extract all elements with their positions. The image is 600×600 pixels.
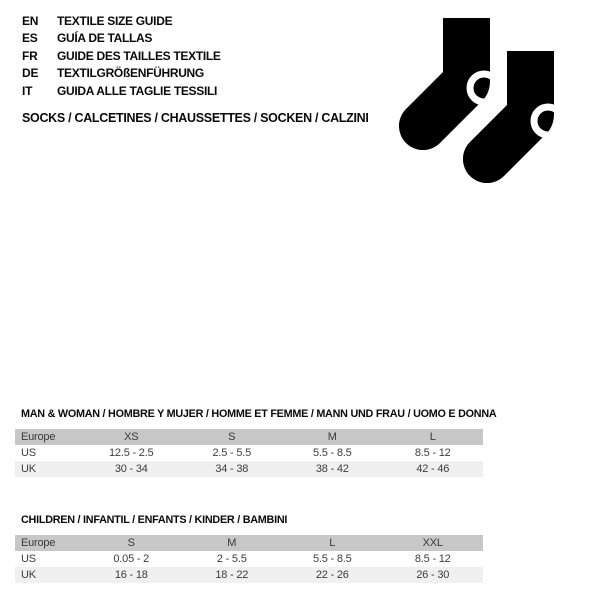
column-header: Europe (15, 535, 81, 551)
language-code: EN (22, 13, 39, 28)
language-row-en (22, 12, 221, 30)
column-header: M (182, 535, 283, 551)
language-code: ES (22, 31, 38, 46)
size-cell: 5.5 - 8.5 (312, 553, 352, 565)
table-row (15, 445, 483, 461)
column-header: S (81, 535, 182, 551)
children-size-section (15, 514, 483, 583)
category-line: SOCKS / CALCETINES / CHAUSSETTES / SOCKEN / CALZINI (22, 111, 369, 125)
adults-size-table (15, 429, 483, 477)
table-row (15, 551, 483, 567)
size-cell: 2 - 5.5 (216, 553, 247, 565)
size-cell: 5.5 - 8.5 (312, 447, 352, 459)
table-row (15, 567, 483, 583)
language-code: IT (22, 83, 33, 98)
size-cell: 34 - 38 (182, 461, 283, 477)
adults-size-section (15, 408, 497, 477)
table-header-row (15, 429, 483, 445)
column-header: L (282, 535, 383, 551)
language-row-it (22, 82, 221, 100)
size-cell: 38 - 42 (282, 461, 383, 477)
table-header-row (15, 535, 483, 551)
column-header: M (282, 429, 383, 445)
language-label: GUÍA DE TALLAS (57, 31, 153, 46)
table-title: MAN & WOMAN / HOMBRE Y MUJER / HOMME ET FEMME / MANN UND FRAU / UOMO E DONNA (21, 408, 497, 420)
region-label: US (21, 447, 36, 459)
region-label: UK (15, 461, 81, 477)
language-label: TEXTILGRÖßENFÜHRUNG (57, 66, 204, 81)
socks-icon (388, 8, 563, 193)
language-row-es (22, 30, 221, 48)
children-size-table (15, 535, 483, 583)
size-cell: 26 - 30 (383, 567, 484, 583)
language-code: FR (22, 48, 38, 63)
language-label: TEXTILE SIZE GUIDE (57, 13, 173, 28)
column-header: L (383, 429, 484, 445)
language-code: DE (22, 66, 39, 81)
size-cell: 42 - 46 (383, 461, 484, 477)
size-cell: 8.5 - 12 (414, 553, 451, 565)
column-header: XS (81, 429, 182, 445)
size-cell: 0.05 - 2 (113, 553, 150, 565)
size-cell: 22 - 26 (282, 567, 383, 583)
column-header: S (182, 429, 283, 445)
column-header: XXL (383, 535, 484, 551)
language-label: GUIDE DES TAILLES TEXTILE (57, 48, 221, 63)
language-row-fr (22, 47, 221, 65)
language-label: GUIDA ALLE TAGLIE TESSILI (57, 83, 218, 98)
table-title: CHILDREN / INFANTIL / ENFANTS / KINDER / BAMBINI (21, 514, 288, 526)
size-cell: 18 - 22 (182, 567, 283, 583)
language-list (22, 12, 221, 100)
table-row (15, 461, 483, 477)
size-cell: 2.5 - 5.5 (212, 447, 252, 459)
size-cell: 30 - 34 (81, 461, 182, 477)
column-header: Europe (15, 429, 81, 445)
size-cell: 12.5 - 2.5 (109, 447, 154, 459)
language-row-de (22, 65, 221, 83)
size-cell: 8.5 - 12 (414, 447, 451, 459)
size-cell: 16 - 18 (81, 567, 182, 583)
region-label: UK (15, 567, 81, 583)
region-label: US (21, 553, 36, 565)
